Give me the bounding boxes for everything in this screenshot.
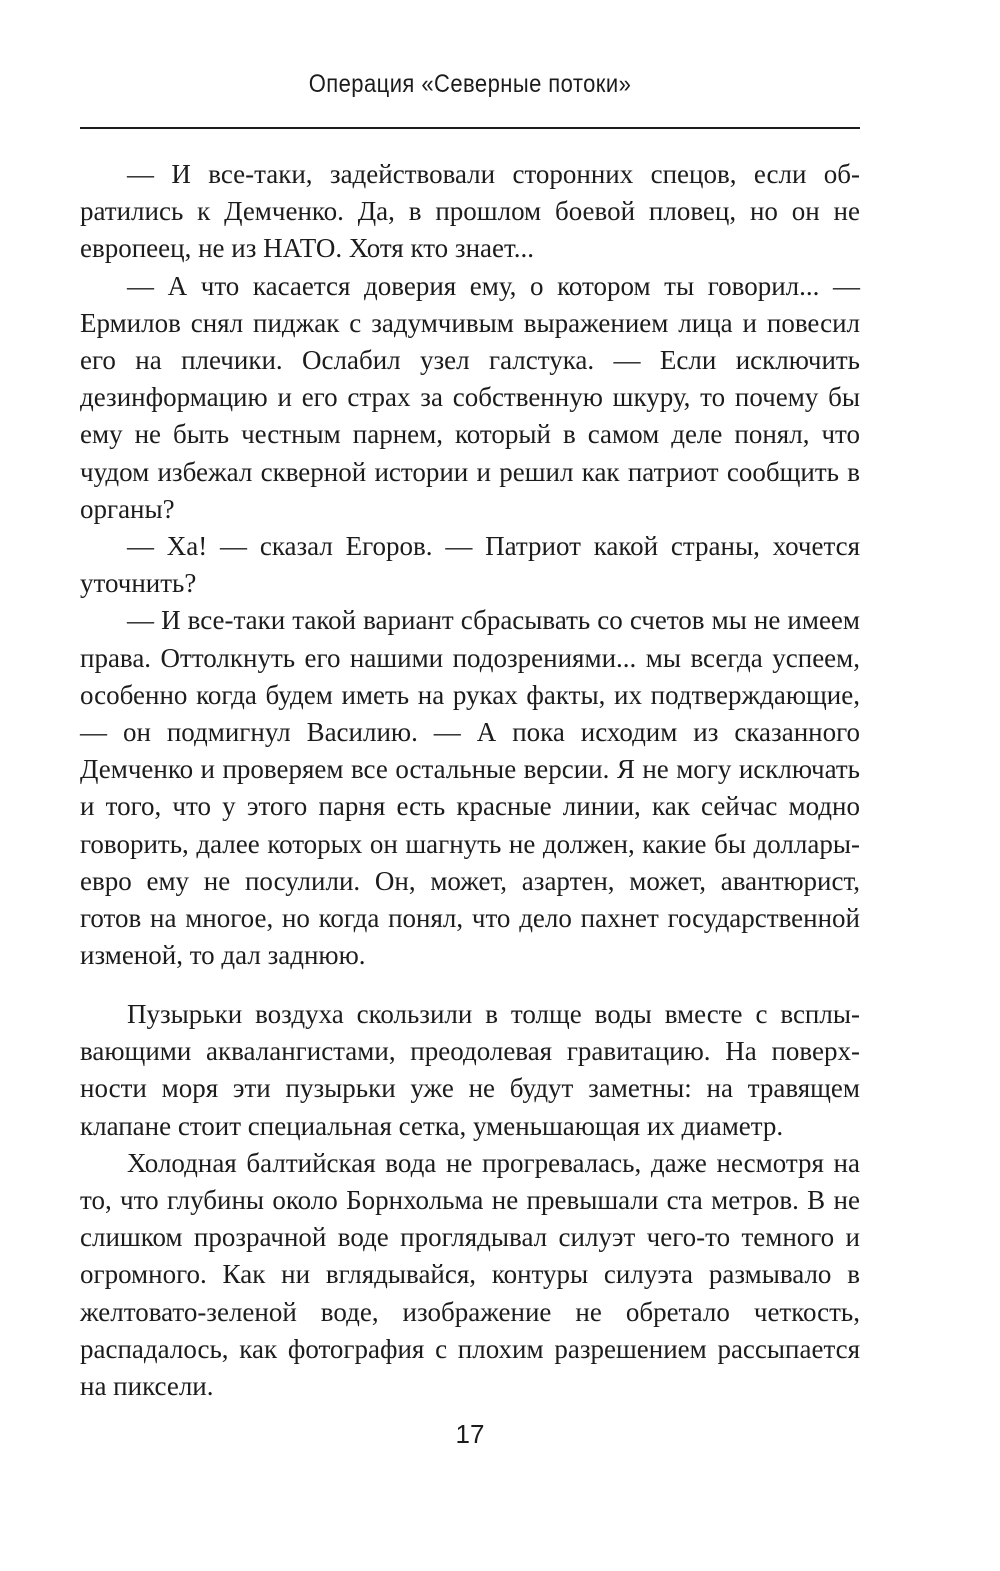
paragraph: — И все-таки, задействовали сторонних спецов, если обратились к Демченко. Да, в прошлом боевой пловец, но он не европеец, не из НАТО. Хотя кто знает... — [80, 159, 860, 264]
paragraph: — И все-таки такой вариант сбрасывать со счетов мы не имеем права. Оттолкнуть его нашими подозрениями... мы всегда успеем, особенно когда будем иметь на руках факты, их подтверждающие, — он подмигнул Василию. — А пока исходим из сказанного Демченко и проверяем все остальные версии. Я не могу исключать и того, что у этого парня есть красные линии, как сейчас модно говорить, далее которых он шагнуть не должен, какие бы доллары-евро ему не посулили. Он, может, азартен, может, авантюрист, готов на многое, но когда понял, что дело пахнет государственной изменой, то дал заднюю. — [80, 605, 860, 971]
running-head-title: Операция «Северные потоки» — [308, 70, 632, 98]
paragraph: Пузырьки воздуха скользили в толще воды вместе с всплывающими аквалангистами, преодолевая гравитацию. На поверхности моря эти пузырьки уже не будут заметны: на травящем клапане стоит специальная сетка, уменьшающая их диаметр. — [80, 999, 860, 1141]
header-rule — [80, 127, 860, 129]
narrative-section — [80, 996, 860, 1405]
paragraph: Холодная балтийская вода не прогревалась, даже несмотря на то, что глубины около Борнхольма не превышали ста метров. В не слишком прозрачной воде проглядывал силуэт чего-то темного и огромного. Как ни вглядывайся, контуры силуэта размывало в желтовато-зеленой воде, изображение не обретало четкость, распадалось, как фотография с плохим разрешением рассыпается на пиксели. — [80, 1147, 860, 1402]
paragraph: — А что касается доверия ему, о котором ты говорил... — Ермилов снял пиджак с задумчивым выражением лица и повесил его на плечики. Ослабил узел галстука. — Если исключить дезинформацию и его страх за собственную шкуру, то почему бы ему не быть честным парнем, который в самом деле понял, что чудом избежал скверной истории и решил как патриот сообщить в органы? — [80, 270, 860, 524]
page-number: 17 — [455, 1419, 485, 1449]
dialogue-section — [80, 156, 860, 974]
paragraph: — Ха! — сказал Егоров. — Патриот какой страны, хочется уточнить? — [80, 531, 860, 599]
